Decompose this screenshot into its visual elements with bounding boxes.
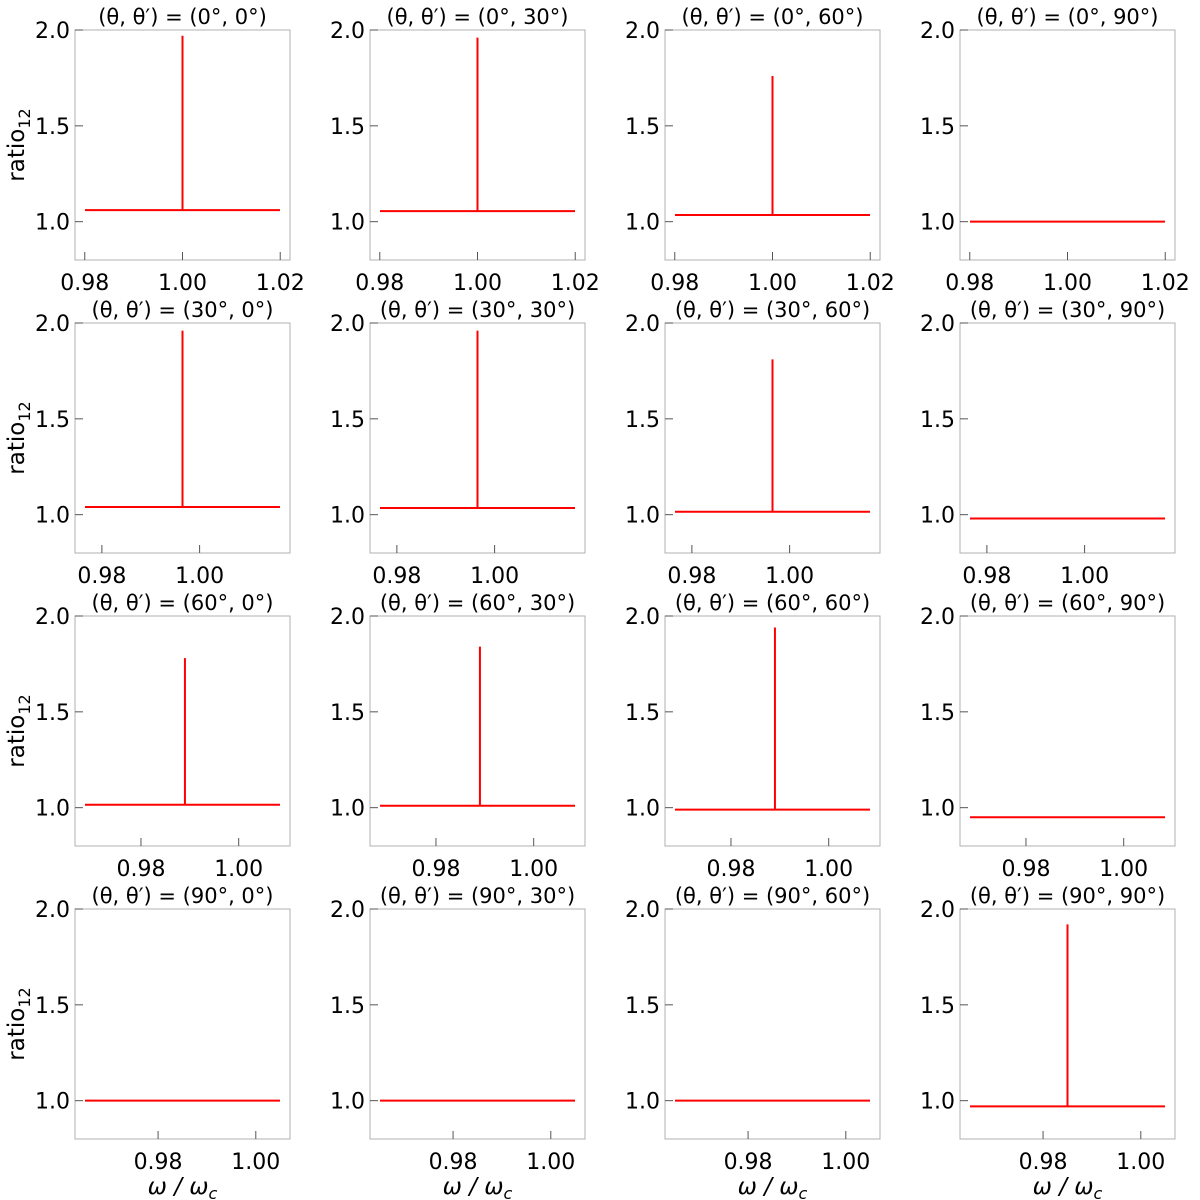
x-tick-label: 1.00 [1116,1150,1166,1175]
y-tick-label: 2.0 [625,19,660,44]
y-tick-label: 1.5 [35,700,70,726]
subplot-1-1 [330,298,585,589]
plot-title: (θ, θ′) = (60°, 30°) [379,591,576,615]
subplot-3-0 [35,884,290,1175]
x-tick-label: 0.98 [372,564,422,589]
subplot-0-2 [625,5,895,296]
x-tick-label: 1.00 [748,271,797,296]
y-tick-label: 1.0 [330,503,365,529]
y-tick-label: 1.0 [35,210,70,236]
plot-frame [665,616,880,846]
x-tick-label: 1.02 [255,271,305,296]
plot-title: (θ, θ′) = (30°, 30°) [379,298,576,322]
plot-title: (θ, θ′) = (0°, 30°) [386,5,569,29]
x-axis-label: ω / $\omega_c$ [147,1174,218,1200]
plot-title: (θ, θ′) = (0°, 0°) [98,5,267,29]
plot-title: (θ, θ′) = (60°, 0°) [91,591,274,615]
plot-frame [75,616,290,846]
plot-title: (θ, θ′) = (90°, 60°) [674,884,871,908]
plot-title: (θ, θ′) = (90°, 30°) [379,884,576,908]
x-tick-label: 1.02 [550,271,600,296]
subplot-0-1 [330,5,600,296]
x-tick-label: 1.00 [175,564,225,589]
y-tick-label: 1.5 [35,993,70,1019]
plot-title: (θ, θ′) = (0°, 90°) [976,5,1159,29]
plot-title: (θ, θ′) = (90°, 90°) [969,884,1166,908]
y-tick-label: 1.5 [920,114,955,140]
y-tick-label: 1.5 [625,700,660,726]
plot-title: (θ, θ′) = (30°, 90°) [969,298,1166,322]
x-tick-label: 1.00 [158,271,207,296]
y-tick-label: 2.0 [330,605,365,630]
y-tick-label: 2.0 [625,605,660,630]
y-tick-label: 2.0 [625,312,660,337]
y-tick-label: 1.0 [625,503,660,529]
x-tick-label: 0.98 [945,271,995,296]
y-tick-label: 1.5 [330,407,365,433]
y-tick-label: 1.0 [625,210,660,236]
plot-frame [960,616,1175,846]
y-tick-label: 2.0 [920,605,955,630]
x-tick-label: 1.00 [1099,857,1149,882]
y-tick-label: 1.0 [625,1089,660,1115]
y-tick-label: 1.0 [920,210,955,236]
y-tick-label: 1.0 [330,1089,365,1115]
y-tick-label: 1.5 [920,700,955,726]
plot-title: (θ, θ′) = (60°, 90°) [969,591,1166,615]
plot-title: (θ, θ′) = (0°, 60°) [681,5,864,29]
y-tick-label: 2.0 [35,19,70,44]
x-tick-label: 0.98 [723,1150,773,1175]
plot-title: (θ, θ′) = (30°, 60°) [674,298,871,322]
x-tick-label: 0.98 [77,564,127,589]
y-tick-label: 1.0 [920,503,955,529]
plot-frame [370,616,585,846]
x-tick-label: 1.00 [1043,271,1092,296]
x-tick-label: 1.00 [214,857,264,882]
x-tick-label: 0.98 [667,564,717,589]
y-tick-label: 2.0 [920,19,955,44]
plot-title: (θ, θ′) = (90°, 0°) [91,884,274,908]
x-axis-label: ω / $\omega_c$ [1032,1174,1103,1200]
x-tick-label: 1.00 [1060,564,1110,589]
y-axis-label: ratio$_{12}$ [4,987,34,1061]
x-tick-label: 0.98 [116,857,166,882]
x-tick-label: 0.98 [1001,857,1051,882]
plot-frame [665,909,880,1139]
y-tick-label: 2.0 [35,312,70,337]
y-tick-label: 2.0 [625,898,660,923]
x-tick-label: 0.98 [1018,1150,1068,1175]
y-tick-label: 1.0 [330,210,365,236]
y-tick-label: 1.5 [35,114,70,140]
x-tick-label: 0.98 [706,857,756,882]
y-tick-label: 1.0 [330,796,365,822]
x-tick-label: 1.00 [821,1150,871,1175]
y-tick-label: 2.0 [330,312,365,337]
y-tick-label: 1.5 [330,700,365,726]
y-tick-label: 1.5 [920,407,955,433]
y-tick-label: 2.0 [920,312,955,337]
plot-frame [370,909,585,1139]
subplot-2-3 [920,591,1175,882]
plot-frame [75,909,290,1139]
y-tick-label: 1.0 [35,1089,70,1115]
plot-frame [960,30,1175,260]
y-tick-label: 1.5 [920,993,955,1019]
y-axis-label: ratio$_{12}$ [4,108,34,182]
subplot-3-3 [920,884,1175,1175]
x-axis-label: ω / $\omega_c$ [442,1174,513,1200]
subplot-2-0 [35,591,290,882]
x-tick-label: 1.00 [470,564,520,589]
y-tick-label: 2.0 [330,19,365,44]
subplot-1-0 [35,298,290,589]
x-tick-label: 0.98 [60,271,110,296]
x-tick-label: 1.00 [509,857,559,882]
y-tick-label: 1.5 [625,993,660,1019]
y-tick-label: 2.0 [35,898,70,923]
x-tick-label: 0.98 [650,271,700,296]
x-tick-label: 0.98 [411,857,461,882]
y-tick-label: 2.0 [35,605,70,630]
plot-title: (θ, θ′) = (30°, 0°) [91,298,274,322]
subplot-3-1 [330,884,585,1175]
x-tick-label: 0.98 [428,1150,478,1175]
y-tick-label: 1.5 [625,407,660,433]
subplot-0-3 [920,5,1190,296]
x-tick-label: 1.00 [804,857,854,882]
y-axis-label: ratio$_{12}$ [4,694,34,768]
x-tick-label: 0.98 [355,271,405,296]
x-tick-label: 0.98 [962,564,1012,589]
y-tick-label: 1.0 [35,796,70,822]
subplot-2-2 [625,591,880,882]
y-tick-label: 1.5 [625,114,660,140]
y-tick-label: 1.0 [920,796,955,822]
x-tick-label: 1.00 [231,1150,281,1175]
x-tick-label: 1.00 [526,1150,576,1175]
subplot-1-2 [625,298,880,589]
x-tick-label: 1.00 [765,564,815,589]
y-tick-label: 1.5 [35,407,70,433]
x-axis-label: ω / $\omega_c$ [737,1174,808,1200]
plot-title: (θ, θ′) = (60°, 60°) [674,591,871,615]
subplot-0-0 [35,5,305,296]
y-tick-label: 1.0 [625,796,660,822]
y-tick-label: 1.0 [920,1089,955,1115]
subplot-1-3 [920,298,1175,589]
x-tick-label: 0.98 [133,1150,183,1175]
y-tick-label: 1.5 [330,114,365,140]
x-tick-label: 1.02 [845,271,895,296]
y-tick-label: 2.0 [330,898,365,923]
y-tick-label: 1.5 [330,993,365,1019]
subplot-2-1 [330,591,585,882]
subplot-3-2 [625,884,880,1175]
x-tick-label: 1.02 [1140,271,1190,296]
x-tick-label: 1.00 [453,271,502,296]
y-axis-label: ratio$_{12}$ [4,401,34,475]
y-tick-label: 1.0 [35,503,70,529]
y-tick-label: 2.0 [920,898,955,923]
